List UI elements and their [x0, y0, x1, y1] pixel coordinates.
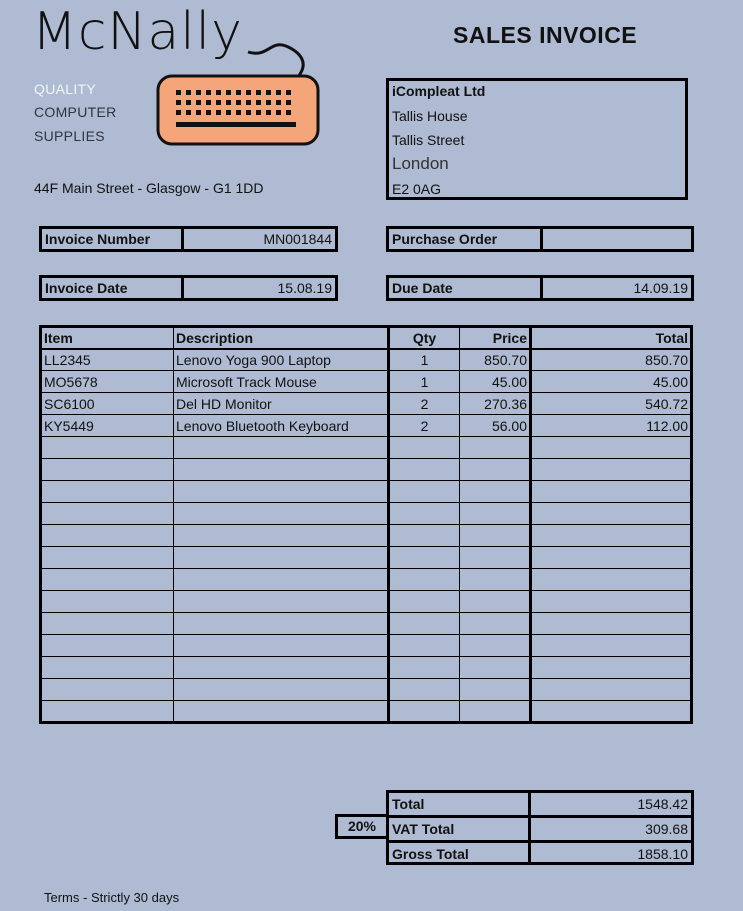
item-description: [174, 503, 389, 525]
company-logo-text: McNally: [32, 2, 243, 62]
item-code: [41, 547, 174, 569]
item-code: [41, 525, 174, 547]
item-total: [531, 569, 692, 591]
item-total: [531, 459, 692, 481]
purchase-order-value: [543, 229, 691, 249]
table-row: [41, 459, 692, 481]
due-date-box: [386, 275, 694, 301]
due-date-label: Due Date: [389, 278, 543, 298]
item-code: KY5449: [41, 415, 174, 437]
item-description: [174, 459, 389, 481]
item-qty: [389, 459, 460, 481]
item-total: [531, 547, 692, 569]
item-description: [174, 525, 389, 547]
item-code: [41, 459, 174, 481]
table-row: [41, 415, 692, 437]
invoice-date-box: [39, 275, 338, 301]
table-row: [41, 481, 692, 503]
tagline-line-3: SUPPLIES: [34, 128, 105, 144]
item-total: 850.70: [531, 349, 692, 371]
table-row: [41, 437, 692, 459]
table-row: [41, 503, 692, 525]
item-code: [41, 613, 174, 635]
total-row: [386, 790, 694, 815]
vat-total-label: VAT Total: [389, 818, 531, 840]
item-qty: 2: [389, 393, 460, 415]
item-code: [41, 679, 174, 701]
item-total: [531, 701, 692, 723]
table-row: [41, 393, 692, 415]
vat-total-row: [386, 815, 694, 840]
item-price: [460, 547, 531, 569]
table-row: [41, 613, 692, 635]
table-header-row: [41, 327, 692, 349]
vat-rate: 20%: [335, 814, 386, 839]
table-row: [41, 371, 692, 393]
item-total: [531, 657, 692, 679]
item-qty: 1: [389, 349, 460, 371]
item-qty: 1: [389, 371, 460, 393]
gross-total-label: Gross Total: [389, 843, 531, 862]
item-description: [174, 657, 389, 679]
item-price: [460, 481, 531, 503]
table-row: [41, 569, 692, 591]
item-code: [41, 591, 174, 613]
item-description: Del HD Monitor: [174, 393, 389, 415]
payment-terms: Terms - Strictly 30 days: [44, 890, 180, 905]
item-price: [460, 591, 531, 613]
item-code: [41, 635, 174, 657]
item-price: [460, 701, 531, 723]
item-price: [460, 525, 531, 547]
item-code: LL2345: [41, 349, 174, 371]
item-total: [531, 525, 692, 547]
keyboard-logo-icon: [150, 18, 325, 150]
table-row: [41, 679, 692, 701]
item-total: [531, 503, 692, 525]
header-total: Total: [531, 327, 692, 349]
item-description: [174, 481, 389, 503]
table-row: [41, 635, 692, 657]
item-qty: [389, 525, 460, 547]
table-row: [41, 591, 692, 613]
table-row: [41, 525, 692, 547]
purchase-order-box: [386, 226, 694, 252]
item-description: Microsoft Track Mouse: [174, 371, 389, 393]
customer-name: iCompleat Ltd: [392, 83, 486, 99]
item-price: [460, 569, 531, 591]
customer-address-box: [386, 78, 688, 200]
table-row: [41, 657, 692, 679]
header-qty: Qty: [389, 327, 460, 349]
item-price: [460, 437, 531, 459]
item-description: [174, 437, 389, 459]
item-qty: [389, 701, 460, 723]
due-date-value: 14.09.19: [633, 280, 688, 296]
item-total: [531, 635, 692, 657]
header-item: Item: [41, 327, 174, 349]
item-price: 45.00: [460, 371, 531, 393]
item-price: 270.36: [460, 393, 531, 415]
item-qty: [389, 679, 460, 701]
item-qty: [389, 613, 460, 635]
item-code: [41, 657, 174, 679]
line-items-table: [39, 325, 693, 724]
item-code: MO5678: [41, 371, 174, 393]
customer-address-line-2: Tallis Street: [392, 132, 465, 148]
totals-box: [386, 790, 694, 865]
invoice-number-box: [39, 226, 338, 252]
invoice-date-label: Invoice Date: [42, 278, 184, 298]
item-price: [460, 613, 531, 635]
invoice-title: SALES INVOICE: [453, 22, 638, 48]
item-qty: [389, 591, 460, 613]
vat-total-value: 309.68: [645, 821, 688, 837]
item-qty: [389, 657, 460, 679]
item-code: [41, 437, 174, 459]
item-description: [174, 635, 389, 657]
item-code: [41, 569, 174, 591]
header-price: Price: [460, 327, 531, 349]
item-description: [174, 591, 389, 613]
invoice-number-label: Invoice Number: [42, 229, 184, 249]
item-code: SC6100: [41, 393, 174, 415]
item-code: [41, 481, 174, 503]
item-total: [531, 591, 692, 613]
total-value: 1548.42: [637, 796, 688, 812]
item-total: 112.00: [531, 415, 692, 437]
item-description: Lenovo Yoga 900 Laptop: [174, 349, 389, 371]
header-description: Description: [174, 327, 389, 349]
item-price: [460, 657, 531, 679]
item-price: [460, 503, 531, 525]
item-total: [531, 481, 692, 503]
item-total: 45.00: [531, 371, 692, 393]
item-price: 850.70: [460, 349, 531, 371]
item-total: [531, 679, 692, 701]
company-address: 44F Main Street - Glasgow - G1 1DD: [34, 180, 264, 196]
item-qty: [389, 635, 460, 657]
total-label: Total: [389, 793, 531, 815]
customer-postcode: E2 0AG: [392, 181, 442, 197]
item-code: [41, 503, 174, 525]
tagline-line-2: COMPUTER: [34, 104, 117, 120]
item-description: [174, 679, 389, 701]
item-qty: [389, 437, 460, 459]
item-qty: [389, 503, 460, 525]
item-code: [41, 701, 174, 723]
table-body: [41, 349, 692, 723]
item-description: [174, 569, 389, 591]
table-row: [41, 349, 692, 371]
customer-address-line-1: Tallis House: [392, 108, 468, 124]
invoice-number-value: MN001844: [263, 231, 332, 247]
item-price: [460, 459, 531, 481]
tagline-line-1: QUALITY: [34, 81, 97, 97]
item-total: [531, 613, 692, 635]
item-description: [174, 701, 389, 723]
item-description: Lenovo Bluetooth Keyboard: [174, 415, 389, 437]
item-qty: [389, 481, 460, 503]
item-price: 56.00: [460, 415, 531, 437]
gross-total-value: 1858.10: [637, 846, 688, 862]
item-price: [460, 679, 531, 701]
item-description: [174, 547, 389, 569]
invoice-date-value: 15.08.19: [277, 280, 332, 296]
item-qty: [389, 569, 460, 591]
table-row: [41, 547, 692, 569]
gross-total-row: [386, 840, 694, 865]
item-qty: 2: [389, 415, 460, 437]
item-qty: [389, 547, 460, 569]
item-price: [460, 635, 531, 657]
item-description: [174, 613, 389, 635]
purchase-order-label: Purchase Order: [389, 229, 543, 249]
item-total: 540.72: [531, 393, 692, 415]
item-total: [531, 437, 692, 459]
customer-city: London: [392, 154, 449, 173]
table-row: [41, 701, 692, 723]
